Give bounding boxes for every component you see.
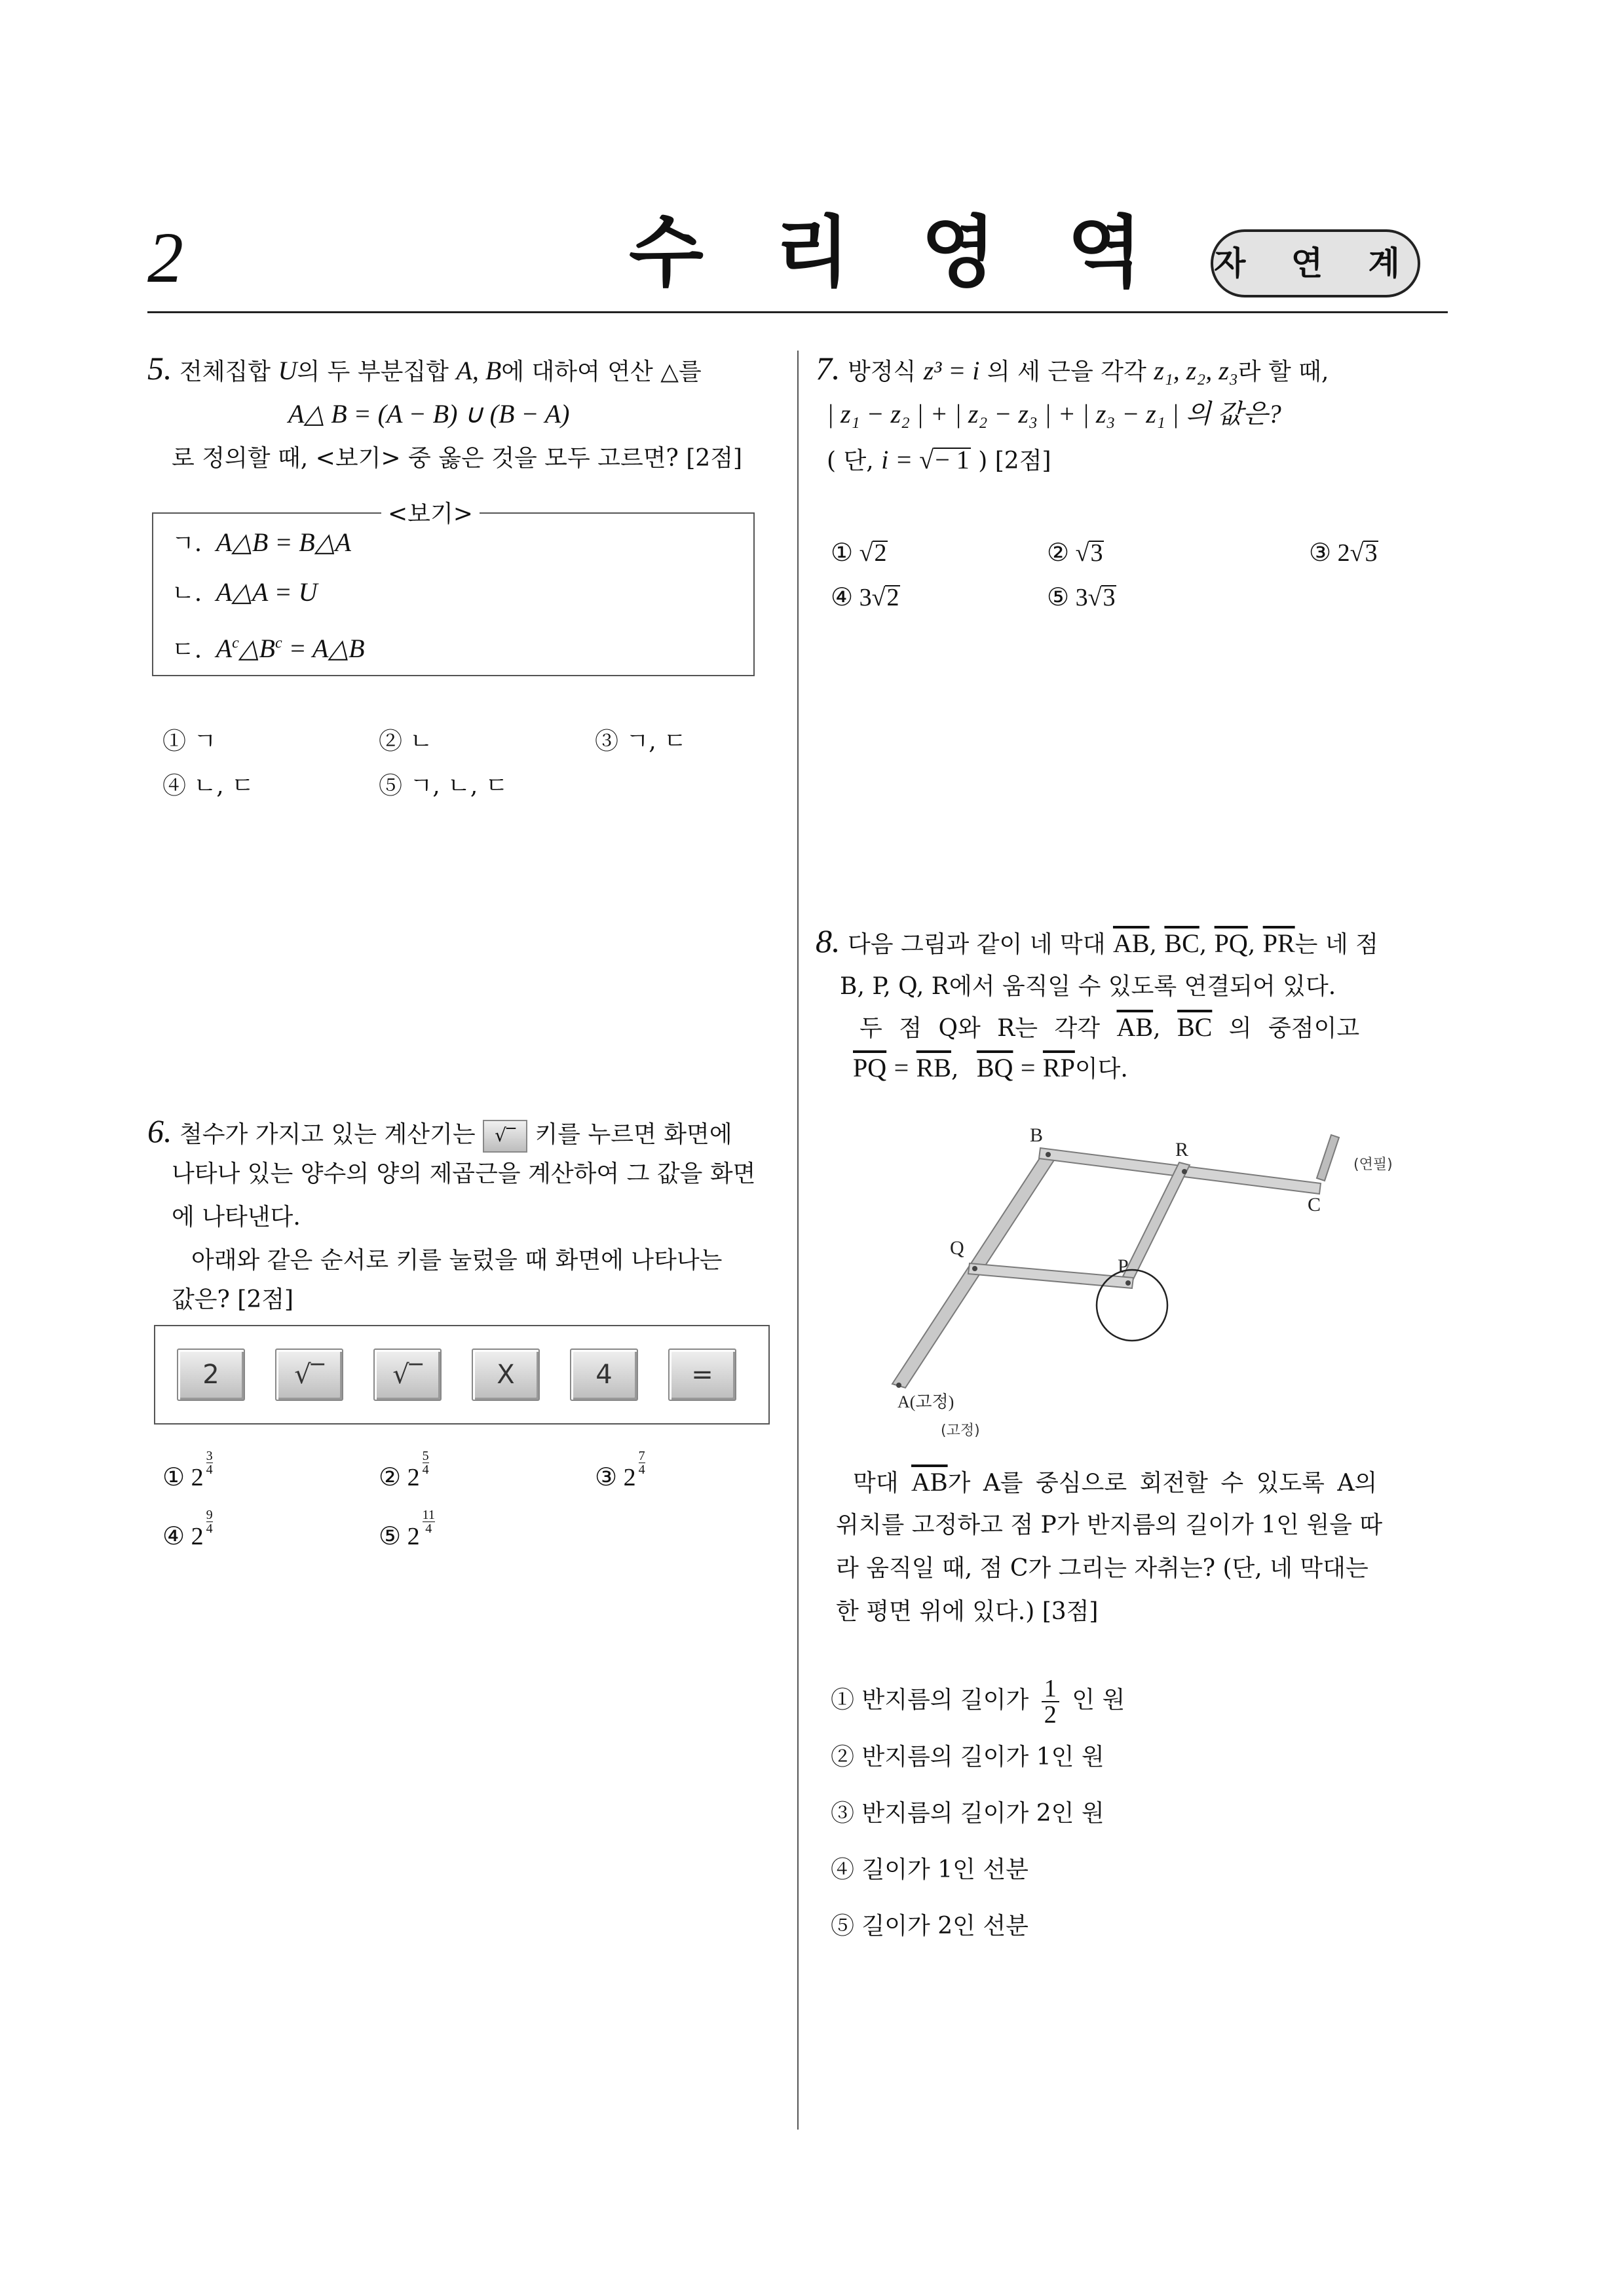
q6-choice-4[interactable]: ④ 2 $\frac{9}{4}$ [162,1508,213,1550]
bar-pr [1123,1162,1190,1279]
q6-line1: 6. 철수가 가지고 있는 계산기는 √‾ 키를 누르면 화면에 [147,1110,732,1156]
q7-choice-4[interactable]: ④ 3√2 [831,584,899,611]
label-p: P [1118,1255,1129,1277]
q8-choice-4[interactable]: ④ 길이가 1인 선분 [831,1856,1029,1883]
q6-line4: 아래와 같은 순서로 키를 눌렀을 때 화면에 나타나는 [191,1247,723,1274]
calc-key-4: 4 [570,1349,638,1401]
q8-para-4: 한 평면 위에 있다.) [3점] [836,1598,1099,1625]
q5-choice-5[interactable]: ⑤ ㄱ, ㄴ, ㄷ [379,773,508,799]
label-fixed: (고정) [941,1423,980,1439]
q6-choice-1[interactable]: ① 2 $\frac{3}{4}$ [162,1449,213,1491]
q7-line3: ( 단, i = √− 1 ) [2점] [827,445,1051,474]
q7-choice-2[interactable]: ② √3 [1047,539,1103,567]
q7-choice-1[interactable]: ① √2 [831,539,887,567]
q6-line2: 나타나 있는 양수의 양의 제곱근을 계산하여 그 값을 화면 [172,1160,756,1187]
q6-number: 6. [147,1113,172,1149]
q8-choice-3[interactable]: ③ 반지름의 길이가 2인 원 [831,1800,1105,1827]
q8-line3: 두 점 Q와 R는 각각 $\overline{AB}$, $\overline{BC}$ 의 중점이고 [859,1012,1360,1042]
calc-key-equals: = [668,1349,736,1401]
q5-number: 5. [147,350,172,387]
q5-item-3: ㄷ. $A^c\triangle B^c$ = A△B [172,634,365,664]
q5-choice-3[interactable]: ③ ㄱ, ㄷ [595,728,687,755]
q6-line3: 에 나타낸다. [172,1204,301,1231]
q8-line4: $\overline{PQ} = \overline{RB}$, $\overline{BQ} = \overline{RP}$이다. [853,1053,1128,1082]
q8-linkage-figure [871,1107,1474,1461]
joint-r [1182,1169,1187,1174]
q8-para-2: 위치를 고정하고 점 P가 반지름의 길이가 1인 원을 따 [836,1512,1383,1539]
q7-line2: | z₁ − z₂ | + | z₂ − z₃ | + | z₃ − z₁ | 의 값은? [827,399,1281,429]
q6-choice-5[interactable]: ⑤ 2 $\frac{11}{4}$ [379,1508,435,1550]
q5-bogi-title: <보기> [381,495,480,529]
label-q: Q [950,1237,964,1259]
joint-a [896,1383,901,1388]
label-r: R [1175,1139,1189,1160]
q7-choice-3[interactable]: ③ 2√3 [1309,539,1378,567]
joint-p [1125,1280,1131,1286]
calc-key-2: 2 [177,1349,245,1401]
column-divider [797,351,799,2130]
q8-choice-5[interactable]: ⑤ 길이가 2인 선분 [831,1913,1029,1940]
label-pencil: (연필) [1353,1157,1393,1173]
q6-choice-2[interactable]: ② 2 $\frac{5}{4}$ [379,1449,429,1491]
q5-definition: A△ B = (A − B) ∪ (B − A) [288,399,570,429]
header-rule [147,311,1448,313]
q7-choice-5[interactable]: ⑤ 3√3 [1047,584,1116,611]
q8-number: 8. [816,923,840,959]
q7-line1: 7. 방정식 z³ = i 의 세 근을 각각 z₁, z₂, z₃라 할 때, [816,350,1329,387]
joint-q [972,1266,977,1271]
q6-line5: 값은? [2점] [172,1286,294,1313]
page-title: 수 리 영 역 [629,207,1165,297]
q5-line1: 5. 전체집합 U의 두 부분집합 A, B에 대하여 연산 △를 [147,350,702,387]
q8-line2: B, P, Q, R에서 움직일 수 있도록 연결되어 있다. [840,973,1336,1000]
label-c: C [1308,1194,1321,1215]
q5-item-1: ㄱ. A△B = B△A [172,527,351,557]
q5-item-2: ㄴ. A△A = U [172,577,318,607]
q8-line1: 8. 다음 그림과 같이 네 막대 $\overline{AB}$, $\overline{BC}$, $\overline{PQ}$, $\overline{PR}$는 네 점 [816,923,1378,959]
q7-number: 7. [816,350,840,387]
q5-choice-1[interactable]: ① ㄱ [162,728,217,755]
page-number: 2 [147,218,183,297]
sqrt-key-icon: √‾ [483,1120,527,1153]
q8-choice-2[interactable]: ② 반지름의 길이가 1인 원 [831,1744,1105,1770]
bar-pq [968,1263,1133,1288]
track-badge: 자 연 계 [1211,229,1420,297]
q6-choice-3[interactable]: ③ 2 $\frac{7}{4}$ [595,1449,645,1491]
pencil-icon [1317,1135,1339,1181]
calc-key-multiply: X [472,1349,540,1401]
q5-choice-4[interactable]: ④ ㄴ, ㄷ [162,773,254,799]
calc-key-sqrt-1: √‾ [275,1349,343,1401]
q8-choice-1[interactable]: ① 반지름의 길이가 $\frac{1}{2}$ 인 원 [831,1675,1125,1729]
q5-question: 로 정의할 때, <보기> 중 옳은 것을 모두 고르면? [2점] [172,445,743,472]
label-a: A(고정) [897,1392,954,1411]
q5-choice-2[interactable]: ② ㄴ [379,728,433,755]
label-b: B [1030,1124,1044,1146]
q8-para-3: 라 움직일 때, 점 C가 그리는 자취는? (단, 네 막대는 [836,1555,1369,1582]
q8-para-1: 막대 $\overline{AB}$가 A를 중심으로 회전할 수 있도록 A의 [853,1467,1378,1497]
joint-b [1046,1152,1051,1157]
calc-key-sqrt-2: √‾ [373,1349,442,1401]
